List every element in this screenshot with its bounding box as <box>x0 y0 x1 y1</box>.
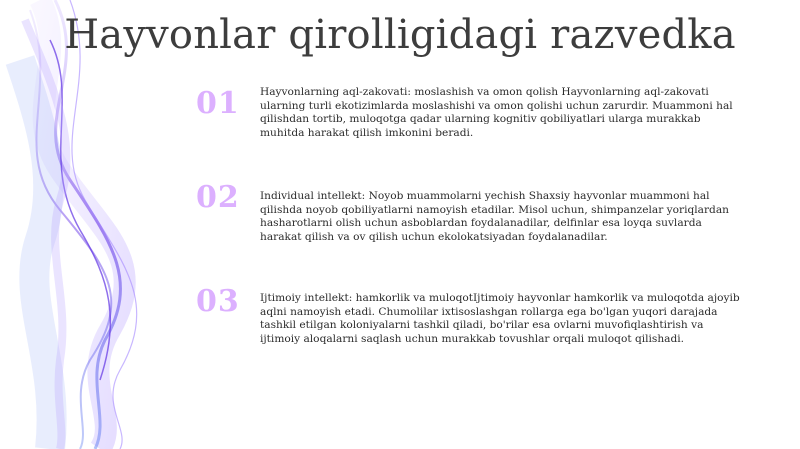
item-text: Ijtimoiy intellekt: hamkorlik va muloqotIjtimoiy hayvonlar hamkorlik va muloqotda ajoyib aqlni namoyish etadi. Chumolilar ixtisoslashgan rollarga ega bo'lgan yuqori darajada tashkil etilgan koloniyalarni tashkil qiladi, bo'rilar esa ovlarni muvofiqlashtirish va ijtimoiy aloqalarni saqlash uchun murakkab tovushlar orqali muloqot qilishadi. <box>260 292 740 345</box>
decorative-purple-smoke-ribbon <box>0 0 200 449</box>
page-title: Hayvonlar qirolligidagi razvedka <box>64 12 736 58</box>
item-number: 02 <box>196 180 240 215</box>
item-number: 03 <box>196 284 240 319</box>
item-number: 01 <box>196 86 240 121</box>
item-text: Individual intellekt: Noyob muammolarni yechish Shaxsiy hayvonlar muammoni hal qilishda noyob qobiliyatlarni namoyish etadilar. Misol uchun, shimpanzelar yoriqlardan hasharotlarni olish uchun asboblardan foydalanadilar, delfinlar esa loyqa suvlarda harakat qilish va ov qilish uchun ekolokatsiyadan foydalanadilar. <box>260 190 729 243</box>
item-text: Hayvonlarning aql-zakovati: moslashish va omon qolish Hayvonlarning aql-zakovati ularning turli ekotizimlarda moslashishi va omon qolishi uchun zarurdir. Muammoni hal qilishdan tortib, muloqotga qadar ularning kognitiv qobiliyatlari ularga murakkab muhitda harakat qilish imkonini beradi. <box>260 86 733 139</box>
